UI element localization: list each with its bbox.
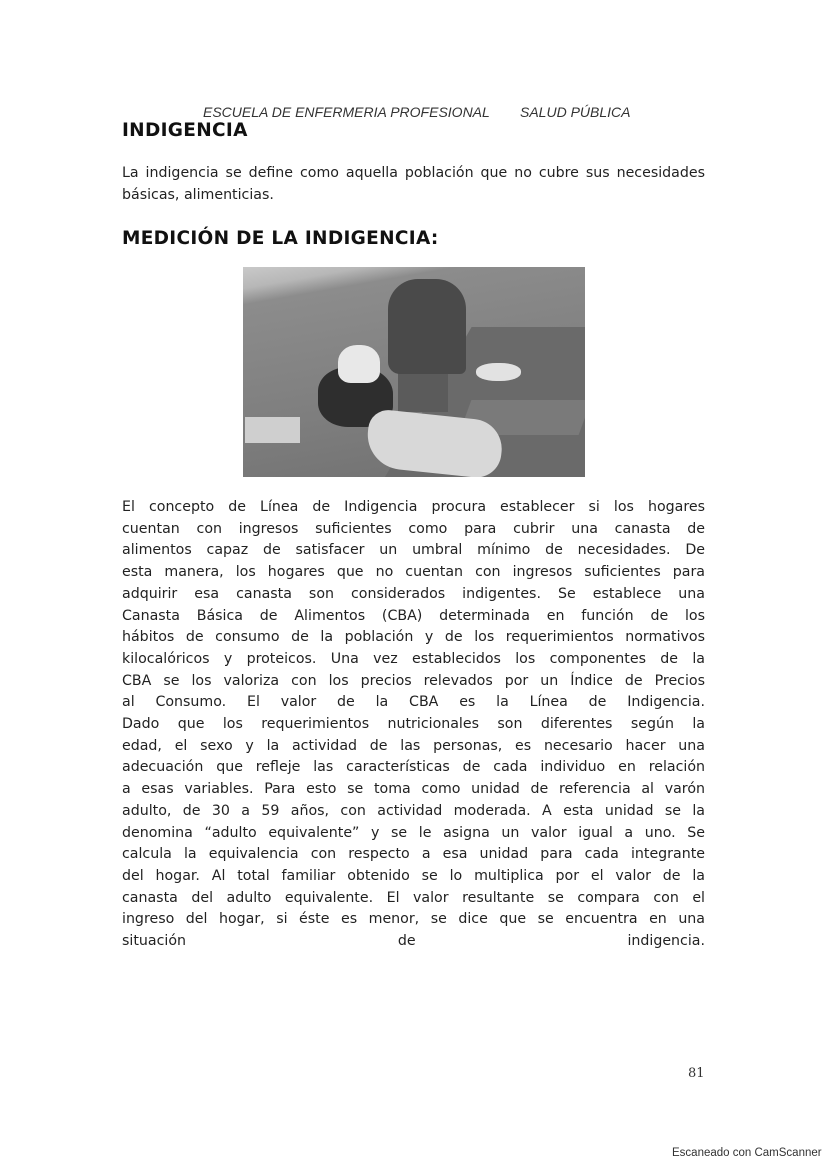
body-line: edad, el sexo y la actividad de las personas, es necesario hacer una — [122, 737, 705, 754]
body-line: kilocalóricos y proteicos. Una vez establecidos los componentes de la — [122, 650, 705, 667]
page-title: INDIGENCIA — [122, 120, 248, 141]
body-line: al Consumo. El valor de la CBA es la Línea de Indigencia. — [122, 694, 705, 711]
body-line: hábitos de consumo de la población y de los requerimientos normativos — [122, 629, 705, 646]
body-line: alimentos capaz de satisfacer un umbral mínimo de necesidades. De — [122, 542, 705, 559]
header-school: ESCUELA DE ENFERMERIA PROFESIONAL — [203, 104, 490, 120]
photo-white-bag — [338, 345, 380, 383]
body-line: Canasta Básica de Alimentos (CBA) determinada en función de los — [122, 607, 705, 624]
body-line: CBA se los valoriza con los precios relevados por un Índice de Precios — [122, 672, 705, 689]
photo-white-bag — [476, 363, 521, 381]
homeless-person-photo — [243, 267, 585, 477]
body-line: adulto, de 30 a 59 años, con actividad moderada. A esta unidad se la — [122, 802, 705, 819]
body-line: Dado que los requerimientos nutricionales son diferentes según la — [122, 716, 705, 733]
photo-paper — [245, 417, 300, 443]
body-line: ingreso del hogar, si éste es menor, se dice que se encuentra en una — [122, 911, 705, 928]
body-line: denomina “adulto equivalente” y se le asigna un valor igual a uno. Se — [122, 824, 705, 841]
body-line: situación de indigencia. — [122, 933, 705, 950]
intro-paragraph: La indigencia se define como aquella población que no cubre sus necesidades básicas, alimenticias. — [122, 165, 705, 203]
body-line: a esas variables. Para esto se toma como unidad de referencia al varón — [122, 781, 705, 798]
running-header — [203, 104, 633, 120]
section-heading: MEDICIÓN DE LA INDIGENCIA: — [122, 228, 439, 249]
body-line: calcula la equivalencia con respecto a esa unidad para cada integrante — [122, 846, 705, 863]
body-line: cuentan con ingresos suficientes como para cubrir una canasta de — [122, 520, 705, 537]
body-line: esta manera, los hogares que no cuentan con ingresos suficientes para — [122, 564, 705, 581]
photo-person-coat — [388, 279, 466, 374]
header-subject: SALUD PÚBLICA — [520, 104, 631, 120]
scanner-watermark: Escaneado con CamScanner — [672, 1147, 822, 1159]
page-number: 81 — [688, 1066, 705, 1081]
body-line: canasta del adulto equivalente. El valor resultante se compara con el — [122, 889, 705, 906]
body-paragraph — [122, 497, 705, 953]
body-line: adecuación que refleje las características de cada individuo en relación — [122, 759, 705, 776]
body-line: adquirir esa canasta son considerados indigentes. Se establece una — [122, 585, 705, 602]
body-line: El concepto de Línea de Indigencia procura establecer si los hogares — [122, 499, 705, 515]
body-line: del hogar. Al total familiar obtenido se lo multiplica por el valor de la — [122, 867, 705, 884]
